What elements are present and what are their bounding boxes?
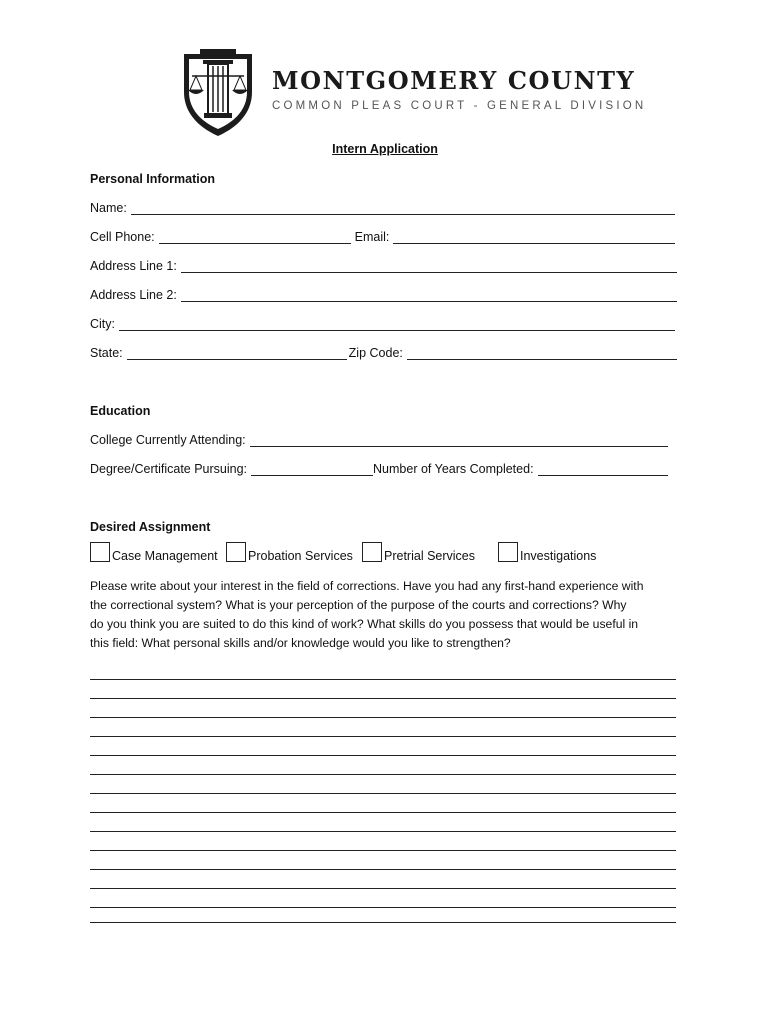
degree-field[interactable] xyxy=(251,462,373,476)
answer-line[interactable] xyxy=(90,907,676,908)
city-row xyxy=(90,315,675,331)
pretrial-services-label: Pretrial Services xyxy=(384,549,475,563)
answer-line[interactable] xyxy=(90,831,676,832)
answer-line[interactable] xyxy=(90,922,676,923)
personal-info-heading: Personal Information xyxy=(90,172,216,186)
degree-label: Degree/Certificate Pursuing: xyxy=(90,462,248,476)
degree-years-row xyxy=(90,460,668,476)
essay-prompt-line: do you think you are suited to do this kind of work? What skills do you possess that would be useful in xyxy=(90,617,639,631)
essay-prompt-line: this field: What personal skills and/or knowledge would you like to strengthen? xyxy=(90,636,511,650)
court-shield-icon xyxy=(180,46,256,138)
investigations-label: Investigations xyxy=(520,549,597,563)
answer-line[interactable] xyxy=(90,793,676,794)
phone-email-row xyxy=(90,228,675,244)
answer-line[interactable] xyxy=(90,698,676,699)
answer-line[interactable] xyxy=(90,736,676,737)
essay-prompt-line: the correctional system? What is your perception of the purpose of the courts and corrections? Why xyxy=(90,598,627,612)
county-logo xyxy=(180,46,647,138)
answer-line[interactable] xyxy=(90,812,676,813)
name-field[interactable] xyxy=(131,201,675,215)
state-label: State: xyxy=(90,346,123,360)
org-name: MONTGOMERY COUNTY xyxy=(272,66,636,95)
college-field[interactable] xyxy=(250,433,668,447)
org-subtitle: COMMON PLEAS COURT - GENERAL DIVISION xyxy=(272,100,647,112)
address1-row xyxy=(90,257,677,273)
education-heading: Education xyxy=(90,404,151,418)
answer-line[interactable] xyxy=(90,717,676,718)
answer-line[interactable] xyxy=(90,888,676,889)
name-row xyxy=(90,199,675,215)
answer-line[interactable] xyxy=(90,774,676,775)
cell-phone-field[interactable] xyxy=(159,230,351,244)
state-field[interactable] xyxy=(127,346,347,360)
zip-label: Zip Code: xyxy=(348,346,403,360)
pretrial-services-checkbox[interactable] xyxy=(362,542,382,562)
address2-label: Address Line 2: xyxy=(90,288,177,302)
years-field[interactable] xyxy=(538,462,668,476)
address2-field[interactable] xyxy=(181,288,677,302)
address1-label: Address Line 1: xyxy=(90,259,177,273)
college-row xyxy=(90,431,668,447)
assignment-heading: Desired Assignment xyxy=(90,520,211,534)
zip-field[interactable] xyxy=(407,346,677,360)
email-field[interactable] xyxy=(393,230,675,244)
years-label: Number of Years Completed: xyxy=(373,462,534,476)
probation-services-checkbox[interactable] xyxy=(226,542,246,562)
answer-line[interactable] xyxy=(90,679,676,680)
address2-row xyxy=(90,286,677,302)
form-title: Intern Application xyxy=(332,142,438,156)
name-label: Name: xyxy=(90,201,127,215)
address1-field[interactable] xyxy=(181,259,677,273)
answer-line[interactable] xyxy=(90,850,676,851)
answer-line[interactable] xyxy=(90,755,676,756)
state-zip-row xyxy=(90,344,677,360)
essay-prompt xyxy=(90,577,690,653)
essay-prompt-line: Please write about your interest in the field of corrections. Have you had any first-hand experience with xyxy=(90,579,644,593)
email-label: Email: xyxy=(354,230,390,244)
city-label: City: xyxy=(90,317,115,331)
college-label: College Currently Attending: xyxy=(90,433,246,447)
city-field[interactable] xyxy=(119,317,675,331)
case-management-label: Case Management xyxy=(112,549,218,563)
cell-phone-label: Cell Phone: xyxy=(90,230,155,244)
investigations-checkbox[interactable] xyxy=(498,542,518,562)
case-management-checkbox[interactable] xyxy=(90,542,110,562)
probation-services-label: Probation Services xyxy=(248,549,353,563)
answer-line[interactable] xyxy=(90,869,676,870)
